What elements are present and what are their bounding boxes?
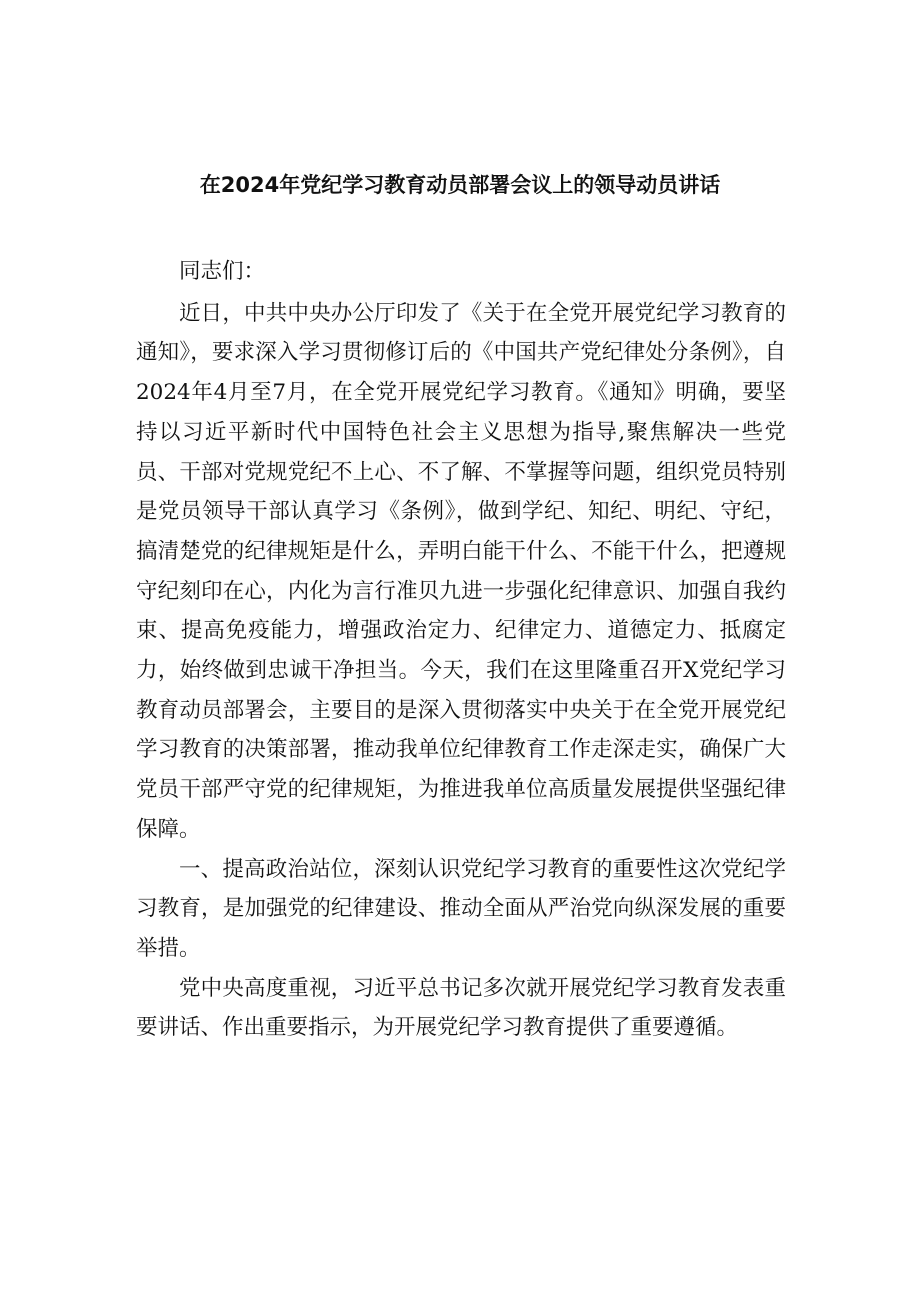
paragraph-intro: 近日，中共中央办公厅印发了《关于在全党开展党纪学习教育的通知》，要求深入学习贯彻修订后的《中国共产党纪律处分条例》，自2024年4月至7月，在全党开展党纪学习教育。《通知》明确，要坚持以习近平新时代中国特色社会主义思想为指导,聚焦解决一些党员、干部对党规党纪不上心、不了解、不掌握等问题，组织党员特别是党员领导干部认真学习《条例》，做到学纪、知纪、明纪、守纪，搞清楚党的纪律规矩是什么，弄明白能干什么、不能干什么，把遵规守纪刻印在心，内化为言行准贝九进一步强化纪律意识、加强自我约束、提高免疫能力，增强政治定力、纪律定力、道德定力、抵腐定力，始终做到忠诚干净担当。今天，我们在这里隆重召开X党纪学习教育动员部署会，主要目的是深入贯彻落实中央关于在全党开展党纪学习教育的决策部署，推动我单位纪律教育工作走深走实，确保广大党员干部严守党的纪律规矩，为推进我单位高质量发展提供坚强纪律保障。 xyxy=(136,300,786,842)
paragraph-section-one: 一、提高政治站位，深刻认识党纪学习教育的重要性这次党纪学习教育，是加强党的纪律建设、推动全面从严治党向纵深发展的重要举措。 xyxy=(136,856,786,961)
salutation: 同志们： xyxy=(179,259,266,284)
document-body xyxy=(136,252,786,1048)
document-title: 在2024年党纪学习教育动员部署会议上的领导动员讲话 xyxy=(199,173,721,197)
paragraph-central-attention: 党中央高度重视，习近平总书记多次就开展党纪学习教育发表重要讲话、作出重要指示，为开展党纪学习教育提供了重要遵循。 xyxy=(136,975,786,1041)
